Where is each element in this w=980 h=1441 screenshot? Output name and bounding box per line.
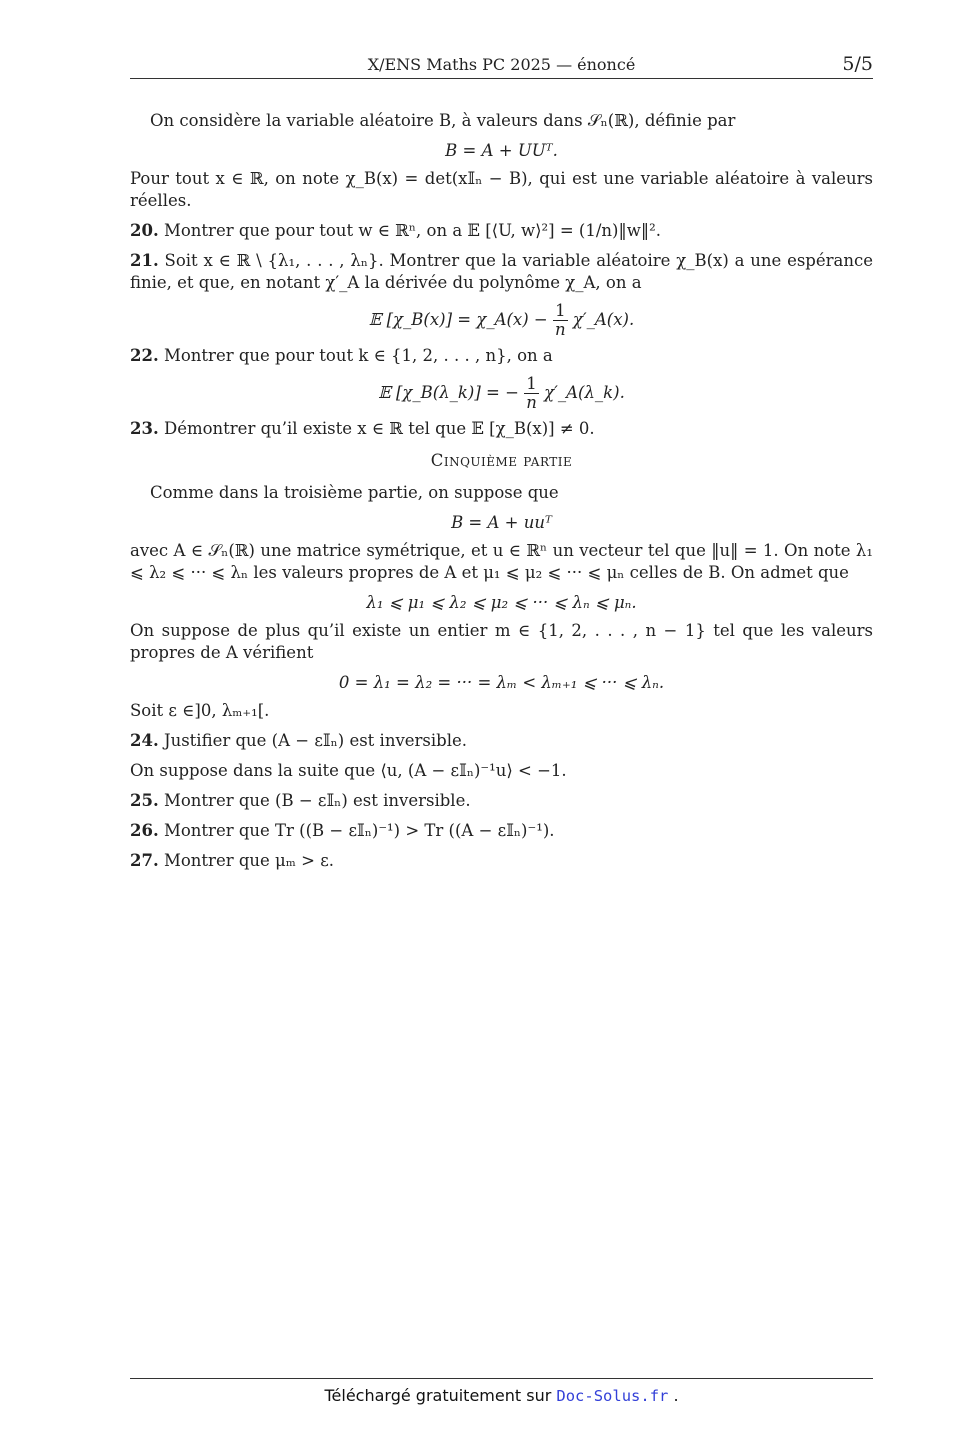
footer-prefix: Téléchargé gratuitement sur [324,1386,557,1405]
fraction-denominator: n [526,393,537,412]
equation-right: χ′_A(λ_k). [544,383,625,402]
footer-divider [130,1378,873,1379]
equation-left: 𝔼 [χ_B(λ_k)] = − [378,383,519,402]
equation-eigenvalues: 0 = λ₁ = λ₂ = ··· = λₘ < λₘ₊₁ ⩽ ··· ⩽ λₙ. [338,673,665,692]
page-number: 5/5 [842,53,873,75]
question-22 [130,345,873,367]
question-text: Démontrer qu’il existe x ∈ ℝ tel que 𝔼 [χ_B(x)] ≠ 0. [163,419,595,438]
assumption-paragraph: On suppose dans la suite que ⟨u, (A − ε𝕀ₙ)⁻¹u⟩ < −1. [130,761,567,780]
equation-B: B = A + UUᵀ. [445,141,558,160]
definition-chi: Pour tout x ∈ ℝ, on note χ_B(x) = det(x𝕀ₙ − B), qui est une variable aléatoire à valeurs réelles. [130,169,873,210]
question-number: 20. [130,221,159,240]
header-title: X/ENS Maths PC 2025 — énoncé [367,55,636,74]
question-text: Montrer que Tr ((B − ε𝕀ₙ)⁻¹) > Tr ((A − ε𝕀ₙ)⁻¹). [163,821,555,840]
doc-solus-link[interactable]: Doc-Solus.fr [556,1387,669,1405]
footer-suffix: . [668,1386,679,1405]
section-title: Cinquième partie [430,451,573,470]
page-content [130,110,873,880]
equation-22 [130,375,873,412]
question-text: Montrer que pour tout k ∈ {1, 2, . . . , n}, on a [163,346,553,365]
question-26 [130,820,873,842]
question-21 [130,250,873,294]
fraction-numerator: 1 [553,302,568,321]
equation-right: χ′_A(x). [572,310,635,329]
question-number: 27. [130,851,159,870]
question-23 [130,418,873,440]
section-intro: Comme dans la troisième partie, on suppose que [150,483,559,502]
fraction-denominator: n [555,320,566,339]
equation-interlacing: λ₁ ⩽ μ₁ ⩽ λ₂ ⩽ μ₂ ⩽ ··· ⩽ λₙ ⩽ μₙ. [366,593,637,612]
question-text: Montrer que (B − ε𝕀ₙ) est inversible. [163,791,471,810]
question-number: 24. [130,731,159,750]
question-number: 26. [130,821,159,840]
question-24 [130,730,873,752]
epsilon-definition: Soit ε ∈]0, λₘ₊₁[. [130,701,270,720]
question-25 [130,790,873,812]
equation-left: 𝔼 [χ_B(x)] = χ_A(x) − [368,310,548,329]
page-footer [130,1386,873,1405]
section-hypothesis: On suppose de plus qu’il existe un entier m ∈ {1, 2, . . . , n − 1} tel que les valeurs propres de A vérifient [130,621,873,662]
question-text: Justifier que (A − ε𝕀ₙ) est inversible. [163,731,468,750]
equation-21 [130,302,873,339]
question-text: Soit x ∈ ℝ \ {λ₁, . . . , λₙ}. Montrer que la variable aléatoire χ_B(x) a une espérance finie, et que, en notant χ′_A la dérivée du polynôme χ_A, on a [130,251,873,292]
question-text: Montrer que μₘ > ε. [163,851,334,870]
fraction-numerator: 1 [524,375,539,394]
question-number: 22. [130,346,159,365]
question-number: 25. [130,791,159,810]
question-number: 23. [130,419,159,438]
equation-B2: B = A + uuᵀ [451,513,552,532]
page-header [130,52,873,79]
question-27 [130,850,873,872]
question-text: Montrer que pour tout w ∈ ℝⁿ, on a 𝔼 [⟨U, w⟩²] = (1/n)‖w‖². [163,221,661,240]
question-20 [130,220,873,242]
fraction [553,302,568,339]
fraction [524,375,539,412]
section-definitions: avec A ∈ 𝒮ₙ(ℝ) une matrice symétrique, et u ∈ ℝⁿ un vecteur tel que ‖u‖ = 1. On note λ₁ ⩽ λ₂ ⩽ ··· ⩽ λₙ les valeurs propres de A et μ₁ ⩽ μ₂ ⩽ ··· ⩽ μₙ celles de B. On admet que [130,541,873,582]
intro-paragraph: On considère la variable aléatoire B, à valeurs dans 𝒮ₙ(ℝ), définie par [150,111,736,130]
question-number: 21. [130,251,159,270]
